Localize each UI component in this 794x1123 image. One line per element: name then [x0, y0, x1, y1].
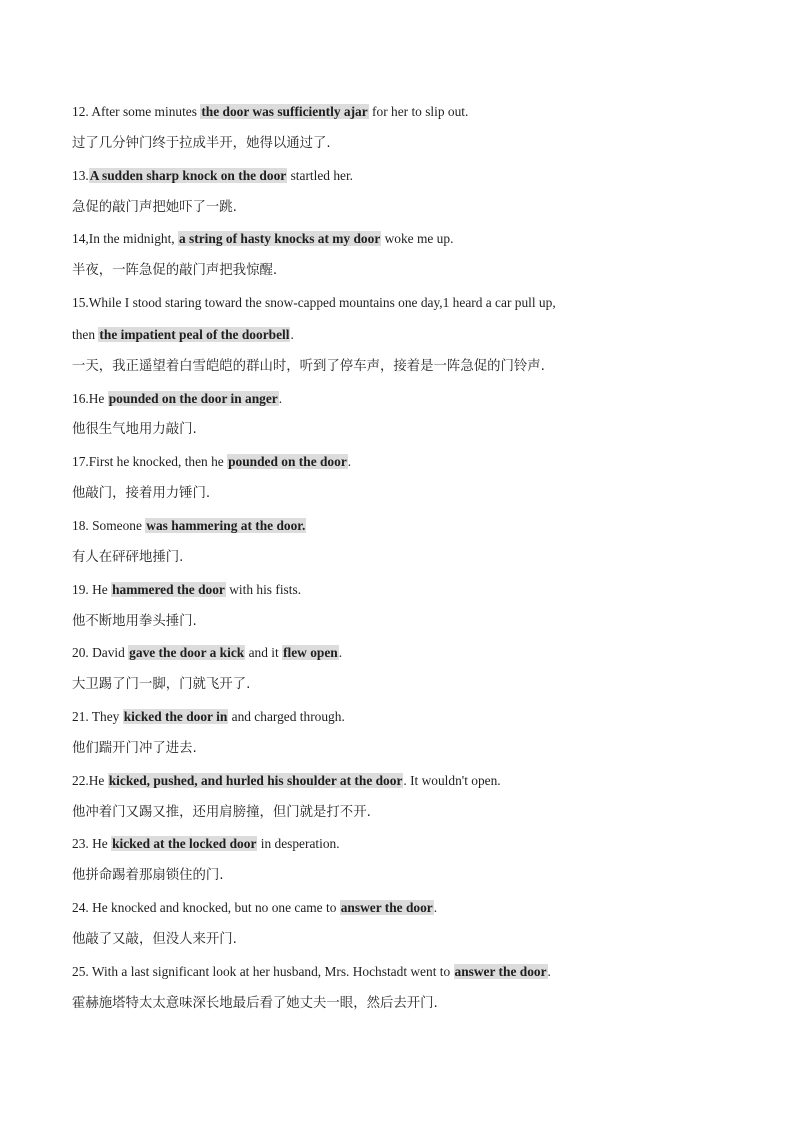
sentence-text: 急促的敲门声把她吓了一跳. [72, 199, 237, 215]
english-sentence [72, 160, 732, 192]
chinese-translation [72, 478, 732, 510]
english-sentence [72, 637, 732, 669]
sentence-text: 他冲着门又踢又推，还用肩膀撞，但门就是打不开. [72, 804, 371, 820]
sentence-text: then [72, 326, 99, 342]
sentence-text: 16.He [72, 390, 108, 406]
english-sentence [72, 319, 732, 351]
sentence-text: and charged through. [228, 709, 345, 725]
chinese-translation [72, 606, 732, 638]
highlighted-phrase: kicked, pushed, and hurled his shoulder at the door [108, 772, 403, 788]
sentence-text: 13. [72, 167, 89, 183]
highlighted-phrase: a string of hasty knocks at my door [179, 231, 381, 247]
sentence-text: 18. Someone [72, 517, 146, 533]
sentence-text: 过了几分钟门终于拉成半开，她得以通过了. [72, 135, 331, 151]
sentence-text: . [338, 645, 343, 661]
highlighted-phrase: answer the door [454, 963, 547, 979]
sentence-text: 21. They [72, 709, 123, 725]
english-sentence [72, 96, 732, 128]
english-sentence [72, 510, 732, 542]
chinese-translation [72, 860, 732, 892]
sentence-text: . It wouldn't open. [403, 772, 501, 788]
english-sentence [72, 765, 732, 797]
highlighted-phrase: was hammering at the door. [146, 517, 306, 533]
chinese-translation [72, 128, 732, 160]
english-sentence [72, 287, 732, 319]
chinese-translation [72, 351, 732, 383]
english-sentence [72, 446, 732, 478]
chinese-translation [72, 414, 732, 446]
sentence-text: with his fists. [225, 581, 302, 597]
sentence-text: for her to slip out. [368, 104, 469, 119]
sentence-text: 15.While I stood staring toward the snow-capped mountains one day,1 heard a car pull up, [72, 295, 556, 311]
sentence-text: . [347, 454, 352, 470]
highlighted-phrase: hammered the door [112, 581, 225, 597]
sentence-text: 有人在砰砰地捶门. [72, 549, 184, 565]
sentence-text: . [547, 963, 551, 979]
chinese-translation [72, 924, 732, 956]
sentence-text: 他敲门，接着用力锤门. [72, 486, 211, 502]
highlighted-phrase: gave the door a kick [129, 645, 245, 661]
highlighted-phrase: kicked the door in [123, 709, 228, 725]
highlighted-phrase: kicked at the locked door [112, 836, 257, 852]
highlighted-phrase: pounded on the door in anger [108, 390, 278, 406]
sentence-text: 25. With a last significant look at her husband, Mrs. Hochstadt went to [72, 963, 454, 979]
english-sentence [72, 701, 732, 733]
highlighted-phrase: the impatient peal of the doorbell [99, 326, 290, 342]
highlighted-phrase: the door was sufficiently ajar [201, 104, 368, 119]
sentence-text: 他拼命踢着那扇锁住的门. [72, 868, 224, 884]
sentence-text: 他敲了又敲，但没人来开门. [72, 931, 237, 947]
sentence-text: 大卫踢了门一脚，门就飞开了. [72, 677, 251, 693]
english-sentence [72, 956, 732, 988]
sentence-text: 12. After some minutes [72, 104, 201, 119]
sentence-text: 他不断地用拳头捶门. [72, 613, 197, 629]
chinese-translation [72, 542, 732, 574]
sentence-text: . [278, 390, 283, 406]
english-sentence [72, 383, 732, 415]
sentence-text: woke me up. [381, 231, 454, 247]
sentence-text: 19. He [72, 581, 112, 597]
sentence-text: 霍赫施塔特太太意味深长地最后看了她丈夫一眼，然后去开门. [72, 995, 438, 1011]
highlighted-phrase: flew open [283, 645, 338, 661]
document-page [72, 96, 732, 1019]
sentence-text: 17.First he knocked, then he [72, 454, 228, 470]
sentence-text: . [290, 326, 294, 342]
chinese-translation [72, 192, 732, 224]
english-sentence [72, 574, 732, 606]
english-sentence [72, 892, 732, 924]
chinese-translation [72, 255, 732, 287]
sentence-text: 23. He [72, 836, 112, 852]
chinese-translation [72, 733, 732, 765]
sentence-text: 半夜，一阵急促的敲门声把我惊醒. [72, 263, 278, 279]
sentence-text: 一天，我正遥望着白雪皑皑的群山时，听到了停车声，接着是一阵急促的门铃声. [72, 358, 545, 374]
sentence-text: 24. He knocked and knocked, but no one came to [72, 900, 340, 916]
highlighted-phrase: A sudden sharp knock on the door [89, 167, 287, 183]
sentence-text: 14,In the midnight, [72, 231, 179, 247]
sentence-text: and it [245, 645, 283, 661]
sentence-text: 22.He [72, 772, 108, 788]
highlighted-phrase: pounded on the door [228, 454, 347, 470]
sentence-text: in desperation. [257, 836, 340, 852]
english-sentence [72, 223, 732, 255]
chinese-translation [72, 988, 732, 1020]
highlighted-phrase: answer the door [340, 900, 433, 916]
sentence-text: 他们踹开门冲了进去. [72, 740, 197, 756]
sentence-text: startled her. [287, 167, 354, 183]
sentence-text: 他很生气地用力敲门. [72, 422, 197, 438]
sentence-text: . [433, 900, 438, 916]
sentence-text: 20. David [72, 645, 129, 661]
chinese-translation [72, 669, 732, 701]
english-sentence [72, 828, 732, 860]
chinese-translation [72, 797, 732, 829]
